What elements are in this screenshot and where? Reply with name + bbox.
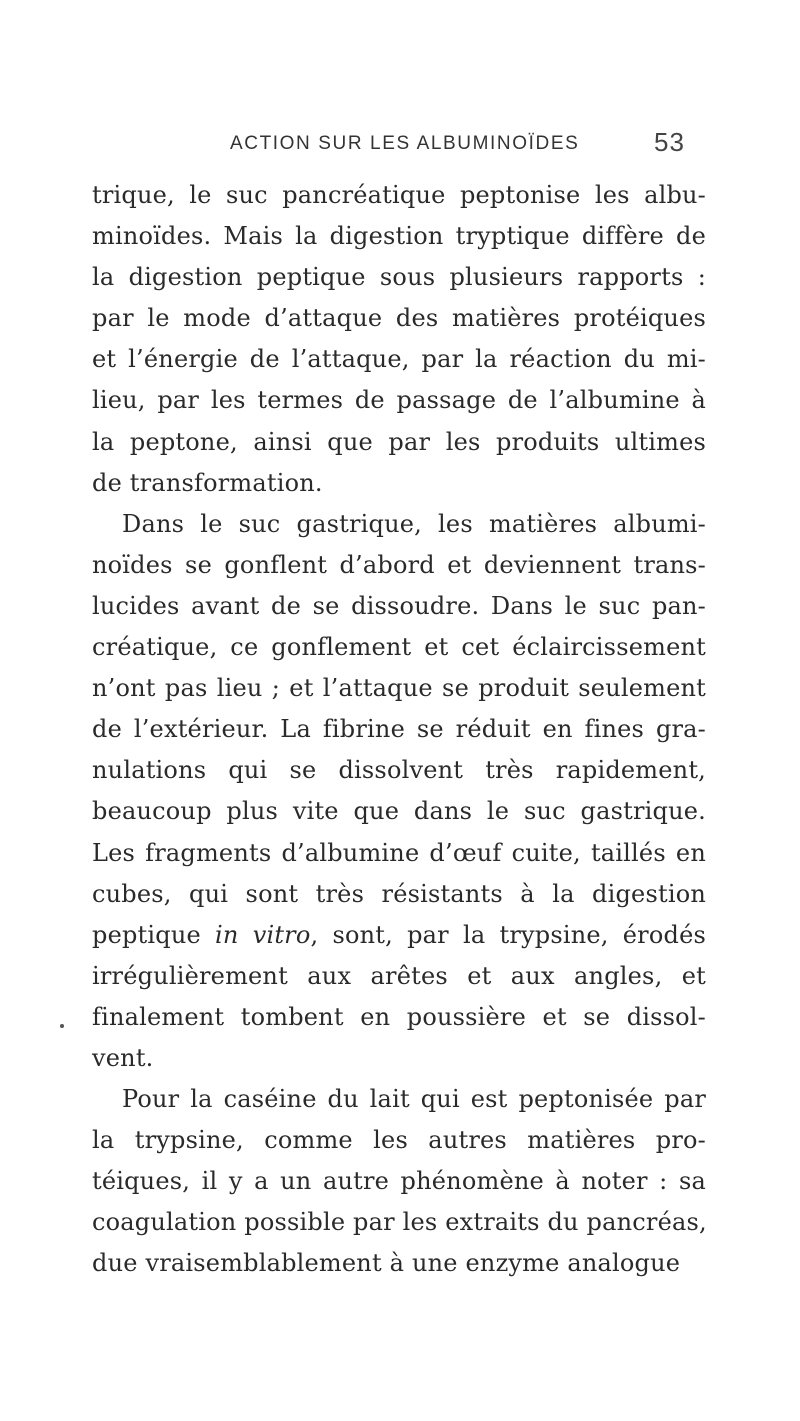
text-line: par le mode d’attaque des matières protéiques bbox=[92, 304, 706, 333]
text-line: et l’énergie de l’attaque, par la réaction du mi- bbox=[92, 345, 706, 374]
print-speck bbox=[60, 1024, 64, 1028]
text-line: Les fragments d’albumine d’œuf cuite, taillés en bbox=[92, 838, 706, 867]
text-line: cubes, qui sont très résistants à la digestion bbox=[92, 879, 706, 908]
text-line: lieu, par les termes de passage de l’albumine à bbox=[92, 386, 706, 415]
text-line: lucides avant de se dissoudre. Dans le suc pan- bbox=[92, 591, 706, 620]
text-line: minoïdes. Mais la digestion tryptique diffère de bbox=[92, 222, 706, 251]
text-line: trique, le suc pancréatique peptonise les albu- bbox=[92, 181, 706, 209]
text-line: noïdes se gonflent d’abord et deviennent trans- bbox=[92, 550, 706, 579]
text-line: de transformation. bbox=[92, 468, 323, 497]
text-line: n’ont pas lieu ; et l’attaque se produit seulement bbox=[92, 674, 706, 703]
text-line: irrégulièrement aux arêtes et aux angles, et bbox=[92, 961, 706, 990]
body-text bbox=[92, 175, 706, 1285]
text-line: de l’extérieur. La fibrine se réduit en fines gra- bbox=[92, 715, 706, 744]
running-header bbox=[0, 127, 800, 163]
text-line: Dans le suc gastrique, les matières albumi- bbox=[122, 509, 706, 538]
running-title: ACTION SUR LES ALBUMINOÏDES bbox=[230, 133, 580, 154]
text-line: due vraisemblablement à une enzyme analogue bbox=[92, 1249, 681, 1278]
text-line: beaucoup plus vite que dans le suc gastrique. bbox=[92, 797, 706, 826]
text-line: la peptone, ainsi que par les produits ultimes bbox=[92, 427, 706, 456]
text-segment: , sont, par la trypsine, érodés bbox=[310, 920, 706, 949]
text-line: coagulation possible par les extraits du pancréas, bbox=[92, 1208, 707, 1237]
text-line: finalement tombent en poussière et se dissol- bbox=[92, 1002, 706, 1031]
text-segment: peptique bbox=[92, 920, 216, 949]
text-line: la digestion peptique sous plusieurs rapports : bbox=[92, 263, 706, 292]
text-line: nulations qui se dissolvent très rapidement, bbox=[92, 756, 706, 785]
text-line: téiques, il y a un autre phénomène à noter : sa bbox=[92, 1167, 706, 1196]
italic-term: in vitro bbox=[215, 920, 311, 949]
text-line-italic bbox=[92, 915, 706, 956]
text-line: créatique, ce gonflement et cet éclaircissement bbox=[92, 633, 706, 662]
page-number: 53 bbox=[654, 127, 685, 157]
text-line: la trypsine, comme les autres matières pro- bbox=[92, 1126, 706, 1155]
text-line: vent. bbox=[92, 1043, 154, 1072]
text-line: Pour la caséine du lait qui est peptonisée par bbox=[122, 1085, 706, 1114]
